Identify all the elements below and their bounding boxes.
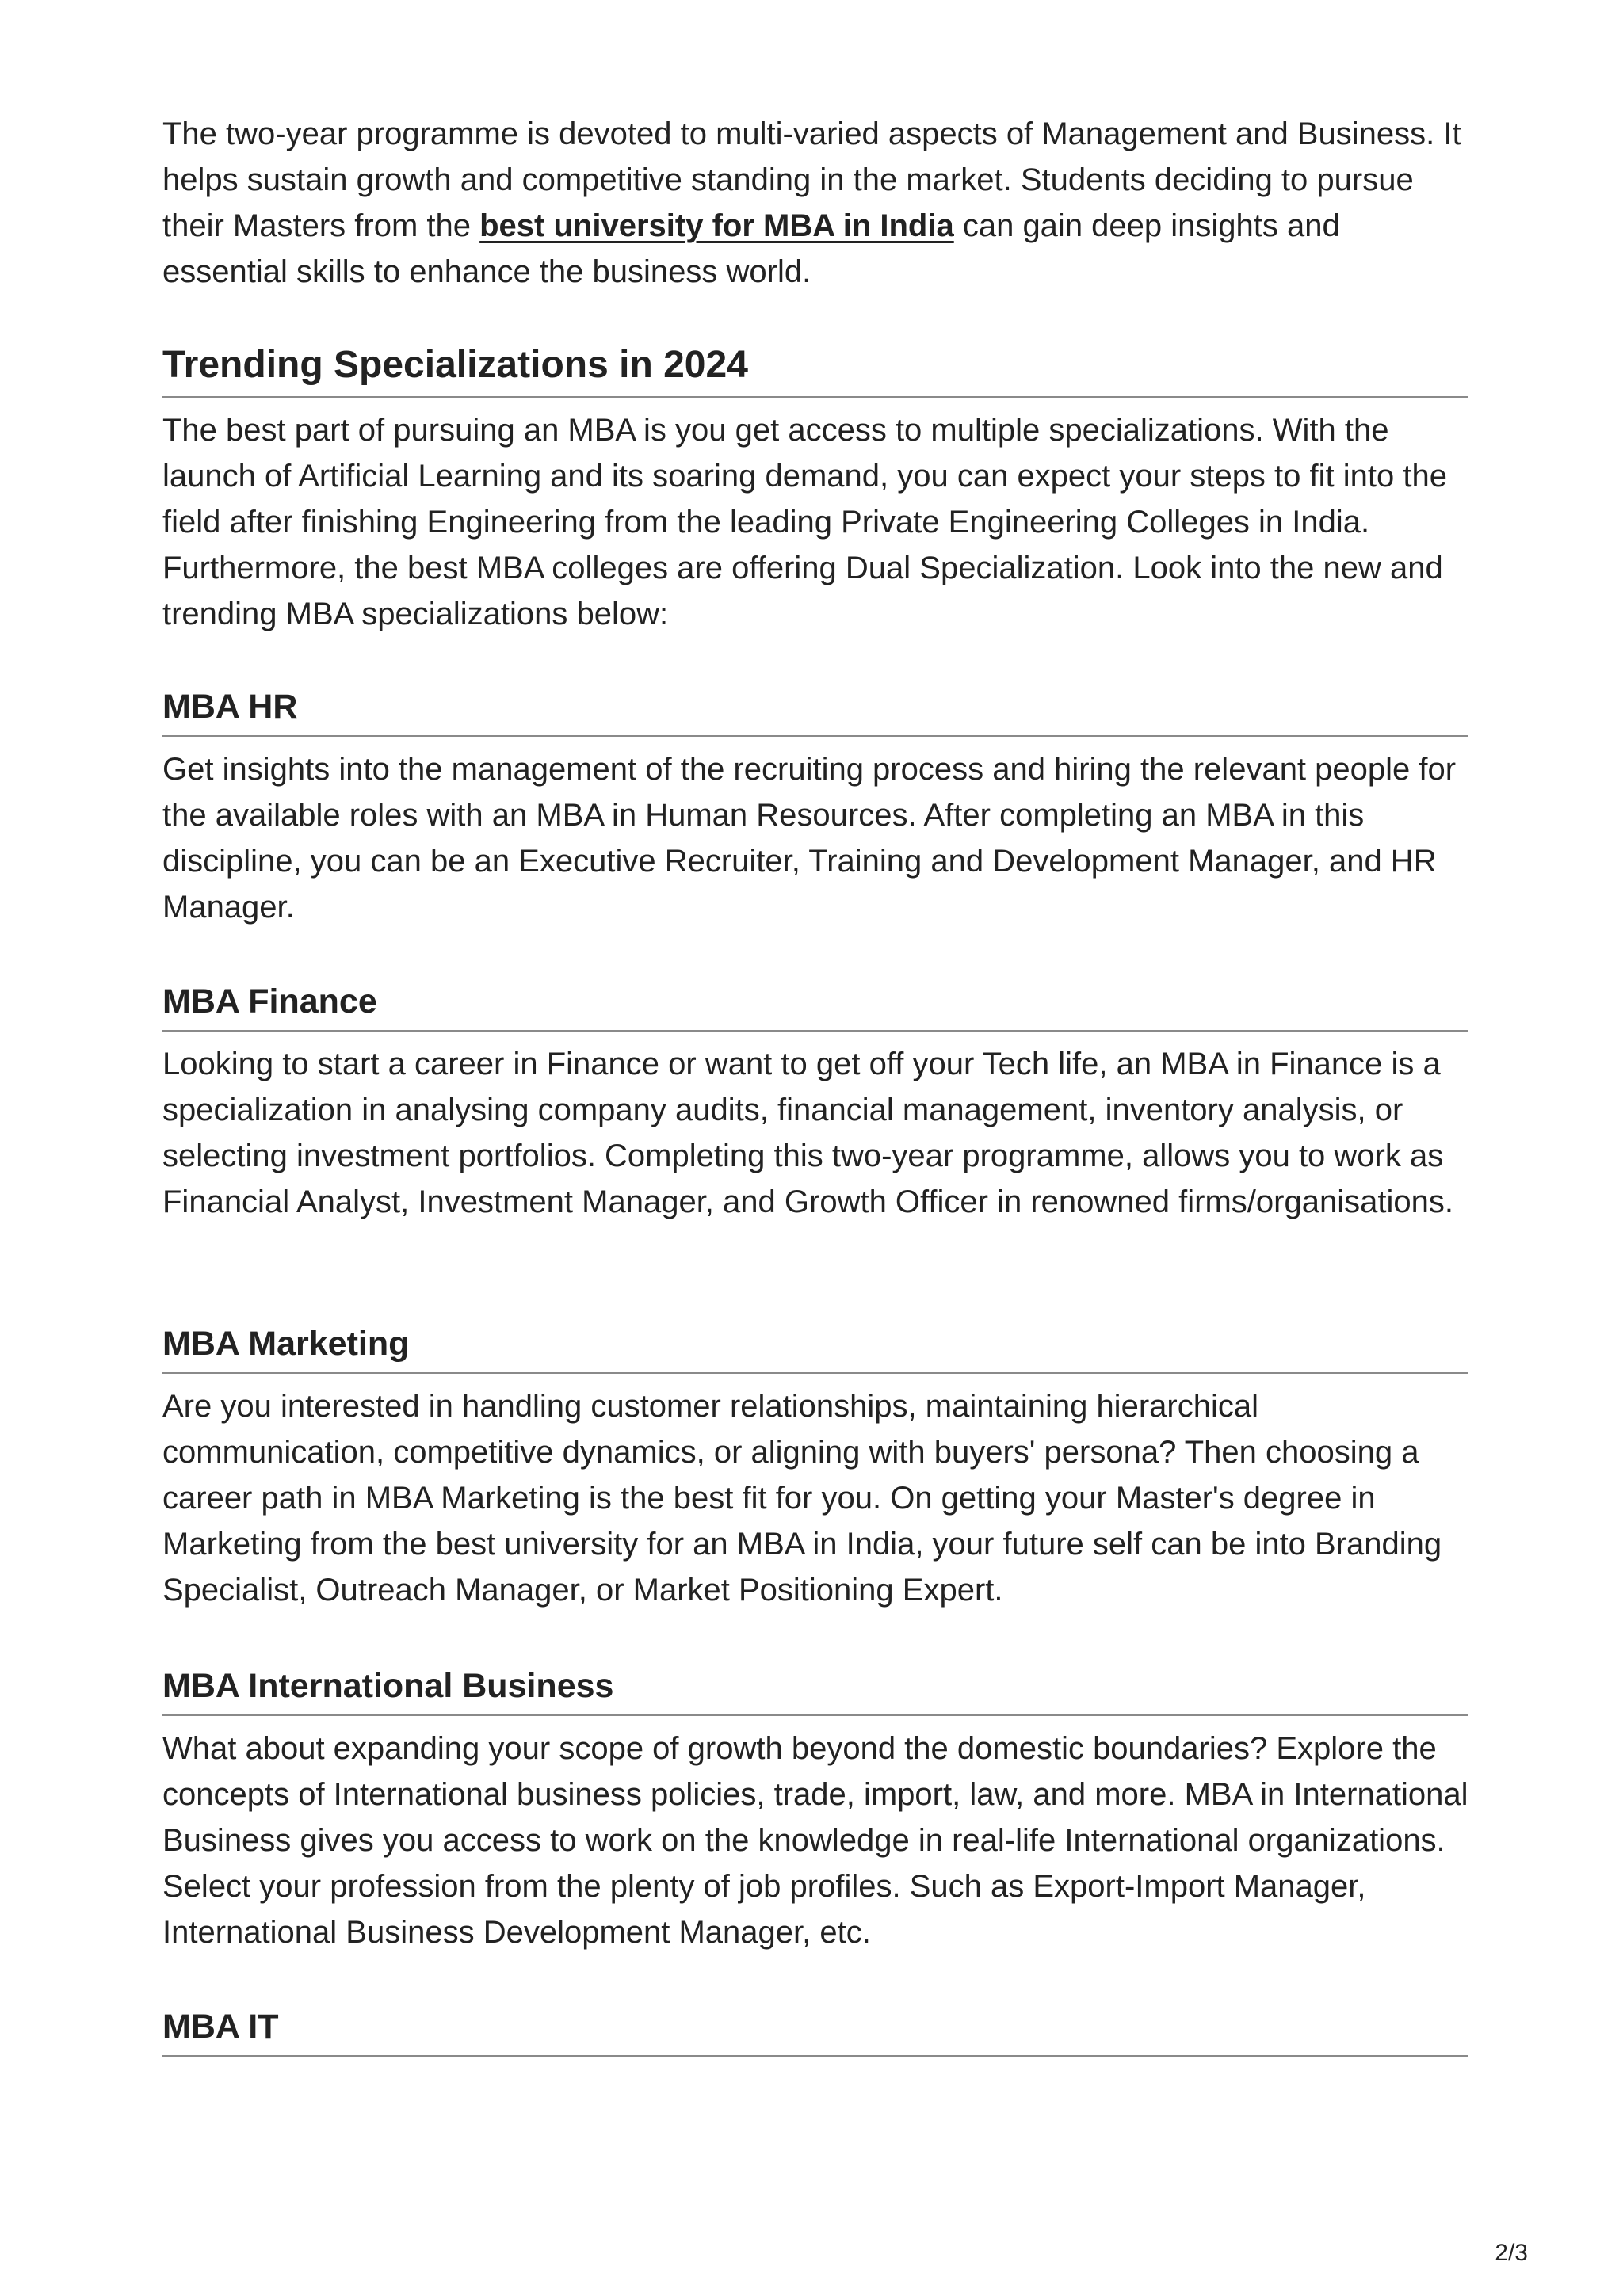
page-number: 2/3 — [1495, 2240, 1528, 2266]
best-university-link[interactable]: best university for MBA in India — [479, 208, 954, 243]
section-body: Get insights into the management of the recruiting process and hiring the relevant people for the available roles with an MBA in Human Resources. After completing an MBA in this discipline, you can be an Executive Recruiter, Training and Development Manager, and HR Manager. — [162, 752, 1457, 925]
section-mba-it — [162, 2006, 1468, 2057]
intro-text-after: can gain deep insights and essential skills to enhance the business world. — [162, 208, 1340, 289]
section-body: Looking to start a career in Finance or want to get off your Tech life, an MBA in Finance is a specialization in analysing company audits, financial management, inventory analysis, or selecting investment portfolios. Completing this two-year programme, allows you to work as Financial Analyst, Investment Manager, and Growth Officer in renowned firms/organisations. — [162, 1047, 1453, 1219]
section-heading: MBA Finance — [162, 981, 1468, 1032]
section-heading: Trending Specializations in 2024 — [162, 342, 1468, 398]
section-body: Are you interested in handling customer relationships, maintaining hierarchical communication, competitive dynamics, or aligning with buyers' persona? Then choosing a career path in MBA Marketing is the best fit for you. On getting your Master's degree in Marketing from the best university for an MBA in India, your future self can be into Branding Specialist, Outreach Manager, or Market Positioning Expert. — [162, 1389, 1442, 1608]
section-heading: MBA IT — [162, 2006, 1468, 2057]
section-trending-specializations — [162, 342, 1468, 637]
section-body: What about expanding your scope of growth beyond the domestic boundaries? Explore the concepts of International business policies, trade, import, law, and more. MBA in International Business gives you access to work on the knowledge in real-life International organizations. Select your profession from the plenty of job profiles. Such as Export-Import Manager, International Business Development Manager, etc. — [162, 1731, 1468, 1950]
section-mba-finance — [162, 981, 1468, 1225]
section-heading: MBA International Business — [162, 1665, 1468, 1716]
section-mba-marketing — [162, 1323, 1468, 1613]
intro-paragraph — [162, 111, 1468, 295]
intro-text-before: The two-year programme is devoted to multi-varied aspects of Management and Business. It helps sustain growth and competitive standing in the market. Students deciding to pursue their Masters from the — [162, 116, 1461, 243]
section-body: The best part of pursuing an MBA is you get access to multiple specializations. With the launch of Artificial Learning and its soaring demand, you can expect your steps to fit into the field after finishing Engineering from the leading Private Engineering Colleges in India. Furthermore, the best MBA colleges are offering Dual Specialization. Look into the new and trending MBA specializations below: — [162, 413, 1447, 631]
section-mba-international-business — [162, 1665, 1468, 1955]
section-mba-hr — [162, 686, 1468, 930]
section-heading: MBA Marketing — [162, 1323, 1468, 1374]
section-heading: MBA HR — [162, 686, 1468, 737]
